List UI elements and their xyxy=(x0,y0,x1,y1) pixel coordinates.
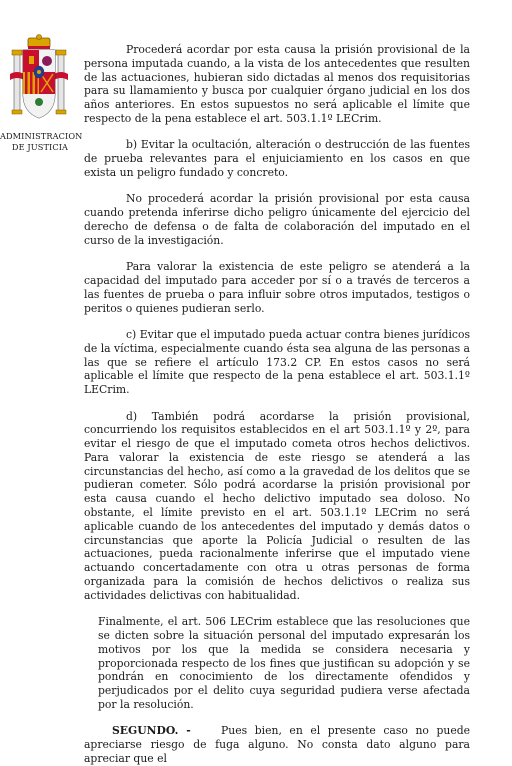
paragraph: No procederá acordar la prisión provisional por esta causa cuando pretenda inferirse dicho peligro únicamente del ejercicio del derecho de defensa o de falta de colaboración del imputado en el curso de la investigación. xyxy=(84,192,470,247)
document-body xyxy=(84,43,470,766)
paragraph: b) Evitar la ocultación, alteración o destrucción de las fuentes de prueba relevantes para el enjuiciamiento en los casos en que exista un peligro fundado y concreto. xyxy=(84,138,470,179)
admin-line-1: ADMINISTRACION xyxy=(0,131,83,141)
crown-icon xyxy=(28,35,50,50)
section-text: Pues bien, en el presente caso no puede apreciarse riesgo de fuga alguno. No consta dato alguno para apreciar que el xyxy=(84,724,471,766)
segundo-paragraph xyxy=(84,724,470,765)
admin-line-2: DE JUSTICIA xyxy=(11,141,69,152)
coat-of-arms-logo xyxy=(10,34,68,130)
shield-icon xyxy=(23,50,55,118)
paragraph: d) También podrá acordarse la prisión provisional, concurriendo los requisitos establecidos en el art 503.1.1º y 2º, para evitar el riesgo de que el imputado cometa otros hechos delictivos. Para valorar la existencia de este riesgo se atenderá a las circunstancias del hecho, así como a la gravedad de los delitos que se pudieran cometer. Sólo podrá acordarse la prisión provisional por esta causa cuando el hecho delictivo imputado sea doloso. No obstante, el límite previsto en el art. 503.1.1º LECrim no será aplicable cuando de los antecedentes del imputado y demás datos o circunstancias que aporte la Policía Judicial o resulten de las actuaciones, pueda racionalmente inferirse que el imputado viene actuando concertadamente con otra u otras personas de forma organizada para la comisión de hechos delictivos o realiza sus actividades delictivas con habitualidad. xyxy=(84,409,470,602)
section-heading: SEGUNDO. - xyxy=(112,724,191,738)
paragraph: Finalmente, el art. 506 LECrim establece que las resoluciones que se dicten sobre la situación personal del imputado expresarán los motivos por los que la medida se considera necesaria y proporcionada respecto de los fines que justifican su adopción y se pondrán en conocimiento de los directamente ofendidos y perjudicados por el delito cuya seguridad pudiera verse afectada por la resolución. xyxy=(98,615,470,712)
paragraph: c) Evitar que el imputado pueda actuar contra bienes jurídicos de la víctima, especialmente cuando ésta sea alguna de las personas a las que se refiere el artículo 173.2 CP. En estos casos no será aplicable el límite que respecto de la pena establece el art. 503.1.1º LECrim. xyxy=(84,327,470,397)
paragraph: Para valorar la existencia de este peligro se atenderá a la capacidad del imputado para acceder por sí o a través de terceros a las fuentes de prueba o para influir sobre otros imputados, testigos o peritos o quienes pudieran serlo. xyxy=(84,260,470,315)
administration-label xyxy=(0,131,83,152)
paragraph: Procederá acordar por esta causa la prisión provisional de la persona imputada cuando, a la vista de los antecedentes que resulten de las actuaciones, hubieran sido dictadas al menos dos requisitorias para su llamamiento y busca por cualquier órgano judicial en los dos años anteriores. En estos supuestos no será aplicable el límite que respecto de la pena establece el art. 503.1.1º LECrim. xyxy=(84,43,470,125)
